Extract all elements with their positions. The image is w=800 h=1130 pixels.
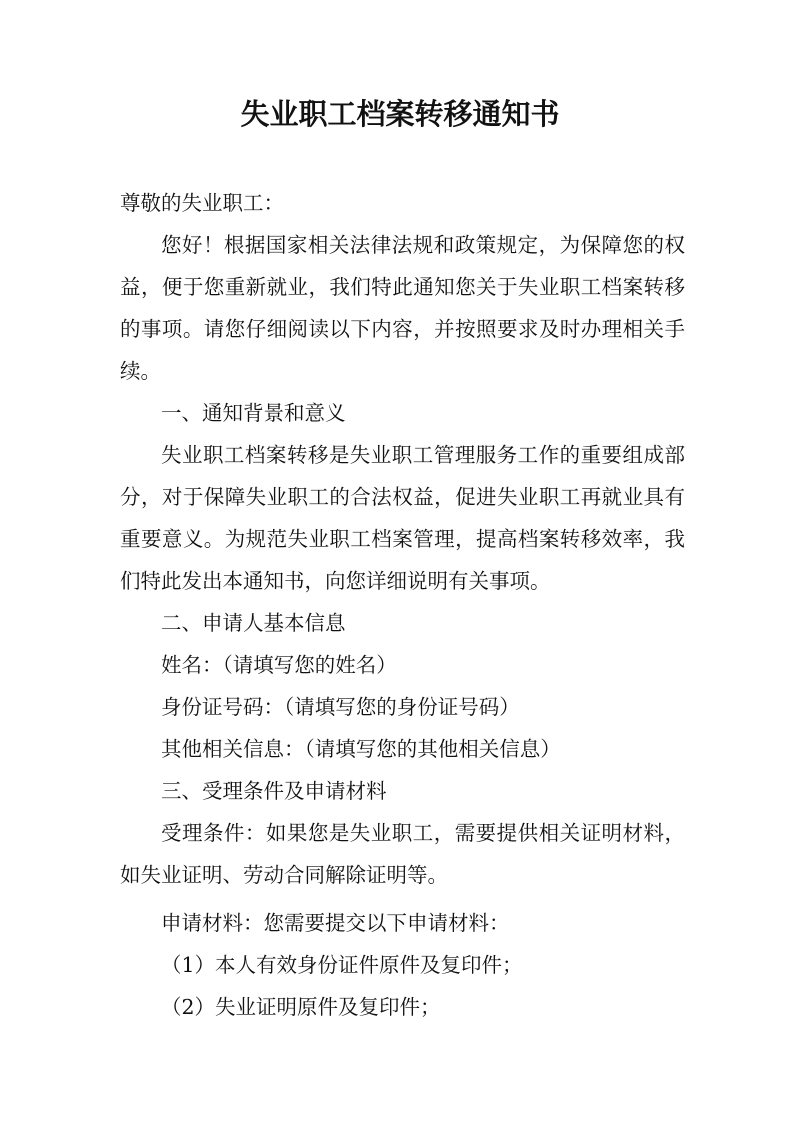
section3-heading: 三、受理条件及申请材料 (161, 779, 387, 803)
intro-paragraph: 您好！根据国家相关法律法规和政策规定，为保障您的权益，便于您重新就业，我们特此通知您关于失业职工档案转移的事项。请您仔细阅读以下内容，并按照要求及时办理相关手续。 (120, 233, 685, 383)
materials-intro: 申请材料：您需要提交以下申请材料： (161, 911, 510, 935)
id-number-field-line: 身份证号码：（请填写您的身份证号码） (161, 695, 520, 719)
materials-item-1: （1）本人有效身份证件原件及复印件； (161, 953, 523, 977)
salutation: 尊敬的失业职工： (120, 191, 284, 215)
conditions-paragraph: 受理条件：如果您是失业职工，需要提供相关证明材料，如失业证明、劳动合同解除证明等。 (120, 821, 685, 887)
section2-heading: 二、申请人基本信息 (161, 611, 346, 635)
materials-item-2: （2）失业证明原件及复印件； (161, 995, 441, 1019)
name-field-line: 姓名：（请填写您的姓名） (161, 653, 397, 677)
other-info-field-line: 其他相关信息：（请填写您的其他相关信息） (161, 737, 561, 761)
section1-paragraph: 失业职工档案转移是失业职工管理服务工作的重要组成部分，对于保障失业职工的合法权益，促进失业职工再就业具有重要意义。为规范失业职工档案管理，提高档案转移效率，我们特此发出本通知书，向您详细说明有关事项。 (120, 443, 685, 593)
document-title: 失业职工档案转移通知书 (240, 97, 560, 131)
section1-heading: 一、通知背景和意义 (161, 401, 346, 425)
document-body (120, 182, 685, 1028)
